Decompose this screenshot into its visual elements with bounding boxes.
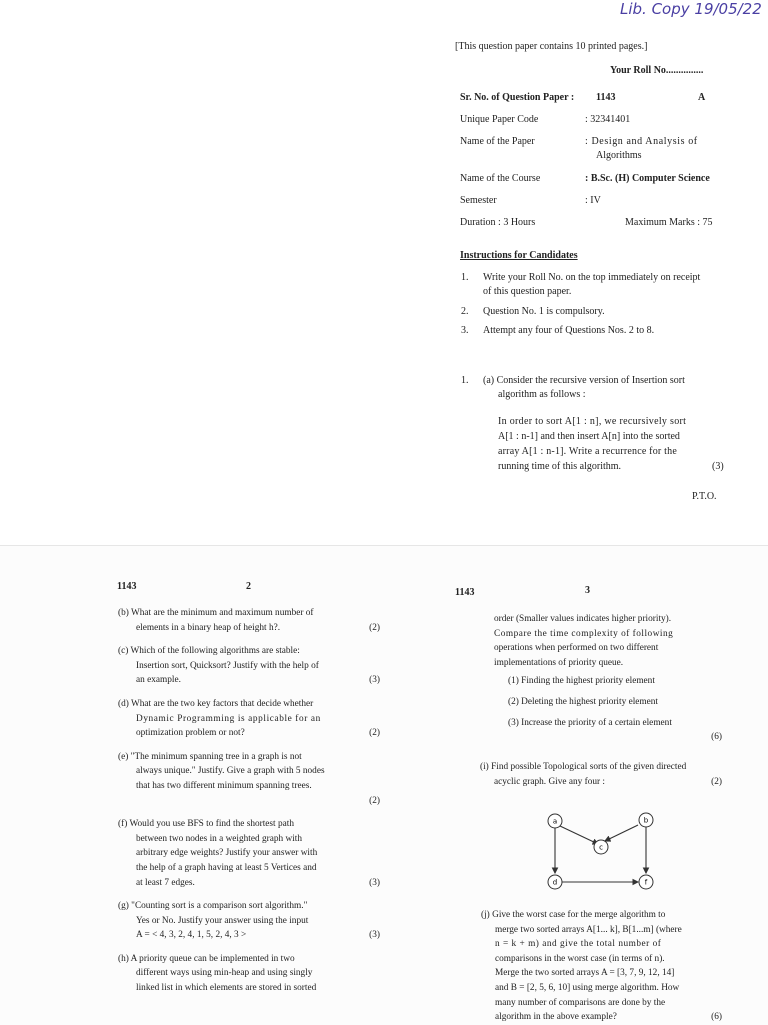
question-marks: (3) bbox=[712, 461, 724, 472]
instructions-heading: Instructions for Candidates bbox=[460, 250, 578, 261]
upc-value: : 32341401 bbox=[585, 114, 631, 125]
course-label: Name of the Course bbox=[460, 173, 541, 184]
question-1a-body: running time of this algorithm. bbox=[498, 461, 622, 472]
node-label: b bbox=[643, 816, 649, 825]
semester-value: : IV bbox=[585, 195, 601, 206]
question-line: (g) "Counting sort is a comparison sort algorithm." bbox=[118, 901, 308, 912]
question-line: algorithm in the above example? (6) bbox=[481, 1010, 722, 1025]
question-1a-body: In order to sort A[1 : n], we recursively sort bbox=[498, 416, 687, 427]
question-line: Yes or No. Justify your answer using the input bbox=[136, 915, 309, 926]
node-label: d bbox=[552, 878, 558, 887]
instruction-number: 1. bbox=[461, 272, 469, 283]
question-1i bbox=[480, 760, 722, 789]
instruction-text: Write your Roll No. on the top immediately on receipt bbox=[483, 272, 701, 283]
question-line: (f) Would you use BFS to find the shortest path bbox=[118, 819, 294, 830]
pto-label: P.T.O. bbox=[692, 491, 717, 502]
question-line: always unique." Justify. Give a graph with 5 nodes bbox=[136, 766, 325, 777]
question-line: (h) A priority queue can be implemented in two bbox=[118, 953, 295, 964]
question-1e bbox=[118, 750, 380, 808]
max-marks: Maximum Marks : 75 bbox=[625, 217, 713, 228]
question-line: comparisons in the worst case (in terms of n). bbox=[495, 953, 665, 964]
node-d bbox=[548, 875, 562, 889]
operation-item: (2) Deleting the highest priority element bbox=[508, 696, 658, 707]
dag-figure bbox=[535, 801, 670, 901]
question-line: (c) Which of the following algorithms are stable: bbox=[118, 646, 300, 657]
page-2-questions bbox=[118, 606, 380, 996]
question-1a-line: algorithm as follows : bbox=[498, 389, 586, 400]
paper-set: A bbox=[698, 92, 706, 103]
question-line: (j) Give the worst case for the merge algorithm to bbox=[481, 910, 666, 920]
question-1g bbox=[118, 899, 380, 943]
question-line: elements in a binary heap of height h?. (2) bbox=[118, 621, 380, 636]
instruction-number: 3. bbox=[461, 325, 469, 336]
page-2-paper-code: 1143 bbox=[117, 581, 137, 592]
question-marks: (2) bbox=[711, 776, 722, 787]
question-line: and B = [2, 5, 6, 10] using merge algorithm. How bbox=[495, 982, 680, 993]
sr-no-value: 1143 bbox=[596, 92, 616, 103]
question-line: linked list in which elements are stored in sorted bbox=[136, 983, 317, 994]
question-line: that has two different minimum spanning trees. bbox=[136, 780, 312, 791]
question-line: the help of a graph having at least 5 Vertices and bbox=[136, 862, 317, 873]
question-1h-continued bbox=[494, 612, 722, 670]
operation-item: (1) Finding the highest priority element bbox=[508, 676, 655, 687]
pages-note: [This question paper contains 10 printed pages.] bbox=[455, 41, 648, 52]
question-line: an example. (3) bbox=[118, 673, 380, 688]
question-marks: (6) bbox=[711, 732, 722, 743]
question-line: order (Smaller values indicates higher priority). bbox=[494, 614, 672, 624]
operation-item: (3) Increase the priority of a certain element bbox=[508, 717, 672, 728]
semester-label: Semester bbox=[460, 195, 497, 206]
question-line: different ways using min-heap and using singly bbox=[136, 968, 313, 979]
question-line: acyclic graph. Give any four : (2) bbox=[480, 775, 722, 790]
question-line: Insertion sort, Quicksort? Justify with the help of bbox=[136, 660, 319, 671]
edge-b-c bbox=[605, 825, 638, 841]
question-line: optimization problem or not? (2) bbox=[118, 726, 380, 741]
edge-a-c bbox=[560, 826, 598, 844]
question-marks: (3) bbox=[369, 675, 380, 686]
course-value: : B.Sc. (H) Computer Science bbox=[585, 173, 710, 184]
roll-no-field: Your Roll No............... bbox=[610, 65, 704, 76]
question-line: (b) What are the minimum and maximum number of bbox=[118, 608, 314, 618]
duration: Duration : 3 Hours bbox=[460, 217, 536, 228]
node-c bbox=[594, 840, 608, 854]
question-line: (i) Find possible Topological sorts of the given directed bbox=[480, 762, 687, 772]
question-line: merge two sorted arrays A[1... k], B[1...m] (where bbox=[495, 924, 682, 935]
question-number: 1. bbox=[461, 375, 469, 386]
node-label: c bbox=[599, 843, 603, 852]
question-marks: (2) bbox=[369, 728, 380, 739]
question-line: (d) What are the two key factors that decide whether bbox=[118, 698, 314, 709]
question-1a-body: A[1 : n-1] and then insert A[n] into the sorted bbox=[498, 431, 680, 442]
sr-no-label: Sr. No. of Question Paper : bbox=[460, 92, 575, 103]
question-marks: (6) bbox=[711, 1012, 722, 1023]
page-3-number: 3 bbox=[585, 585, 590, 596]
instruction-text: Question No. 1 is compulsory. bbox=[483, 306, 605, 317]
instruction-text: Attempt any four of Questions Nos. 2 to 8. bbox=[483, 325, 655, 336]
question-line: (e) "The minimum spanning tree in a graph is not bbox=[118, 751, 302, 762]
question-marks: (2) bbox=[369, 622, 380, 633]
question-line: between two nodes in a weighted graph with bbox=[136, 833, 303, 844]
node-label: f bbox=[644, 878, 648, 887]
node-b bbox=[639, 813, 653, 827]
instruction-number: 2. bbox=[461, 306, 469, 317]
question-marks: (3) bbox=[369, 930, 380, 941]
instruction-text: of this question paper. bbox=[483, 286, 572, 297]
question-line: A = < 4, 3, 2, 4, 1, 5, 2, 4, 3 > (3) bbox=[118, 928, 380, 943]
question-1d bbox=[118, 697, 380, 741]
question-line: arbitrary edge weights? Justify your answer with bbox=[136, 848, 318, 859]
page-3-questions bbox=[494, 612, 722, 745]
question-marks: (3) bbox=[369, 877, 380, 888]
question-line: at least 7 edges. (3) bbox=[118, 876, 380, 891]
paper-name-value: : Design and Analysis of bbox=[585, 136, 698, 147]
upc-label: Unique Paper Code bbox=[460, 114, 539, 125]
question-line: Merge the two sorted arrays A = [3, 7, 9, 12, 14] bbox=[495, 968, 675, 979]
page-2-number: 2 bbox=[246, 581, 251, 592]
question-1a-line: (a) Consider the recursive version of Insertion sort bbox=[483, 375, 685, 386]
question-1a-body: array A[1 : n-1]. Write a recurrence for the bbox=[498, 446, 677, 457]
node-label: a bbox=[552, 817, 558, 826]
page-3-paper-code: 1143 bbox=[455, 587, 475, 598]
question-1j bbox=[481, 908, 722, 1025]
question-line: n = k + m) and give the total number of bbox=[495, 939, 662, 950]
priority-queue-operations bbox=[494, 674, 722, 744]
question-line: Dynamic Programming is applicable for an bbox=[136, 713, 321, 724]
paper-name-value-cont: Algorithms bbox=[596, 150, 642, 161]
library-copy-annotation: Lib. Copy 19/05/22 bbox=[620, 0, 762, 18]
question-line: many number of comparisons are done by the bbox=[495, 997, 666, 1008]
question-1h bbox=[118, 952, 380, 996]
pages-two-three bbox=[0, 545, 768, 1025]
node-a bbox=[548, 814, 562, 828]
question-1b bbox=[118, 606, 380, 635]
question-1c bbox=[118, 644, 380, 688]
question-line: implementations of priority queue. bbox=[494, 657, 624, 668]
paper-name-label: Name of the Paper bbox=[460, 136, 535, 147]
question-line: Compare the time complexity of following bbox=[494, 628, 674, 639]
question-1f bbox=[118, 817, 380, 890]
question-marks: (2) bbox=[369, 795, 380, 806]
node-f bbox=[639, 875, 653, 889]
question-line: operations when performed on two different bbox=[494, 643, 659, 654]
